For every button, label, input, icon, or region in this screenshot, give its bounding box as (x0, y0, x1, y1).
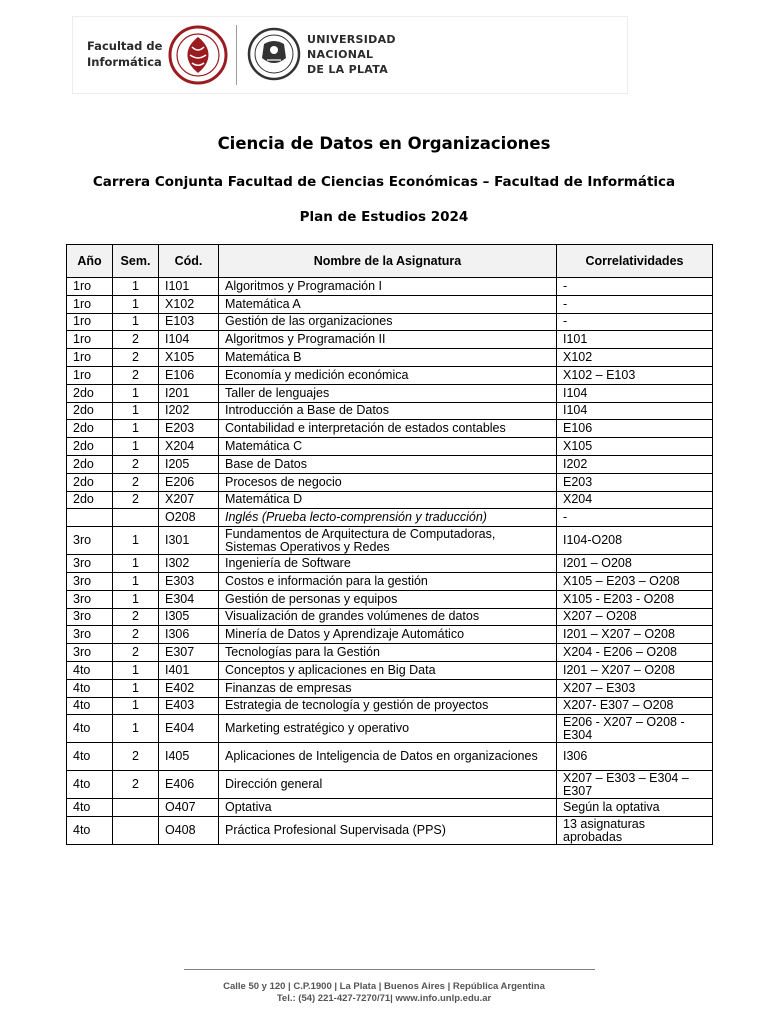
table-row (67, 626, 713, 644)
cell-semester: 1 (113, 661, 159, 679)
cell-code: E307 (159, 644, 219, 662)
cell-correlatives: E106 (557, 420, 713, 438)
cell-code: I201 (159, 384, 219, 402)
cell-semester: 1 (113, 679, 159, 697)
cell-year: 3ro (67, 555, 113, 573)
cell-year: 4to (67, 771, 113, 799)
table-row (67, 473, 713, 491)
cell-semester: 1 (113, 527, 159, 555)
cell-subject-name: Finanzas de empresas (219, 679, 557, 697)
cell-subject-name: Matemática C (219, 438, 557, 456)
cell-subject-name: Taller de lenguajes (219, 384, 557, 402)
cell-year: 3ro (67, 590, 113, 608)
cell-code: E403 (159, 697, 219, 715)
cell-correlatives: X105 – E203 – O208 (557, 572, 713, 590)
footer-contact: Tel.: (54) 221-427-7270/71| www.info.unlp.edu.ar (276, 993, 492, 1004)
cell-semester: 2 (113, 626, 159, 644)
cell-semester (113, 817, 159, 845)
cell-code: E203 (159, 420, 219, 438)
cell-year: 2do (67, 384, 113, 402)
cell-year: 2do (67, 455, 113, 473)
cell-subject-name: Matemática B (219, 349, 557, 367)
cell-code: O407 (159, 799, 219, 817)
cell-year: 3ro (67, 572, 113, 590)
cell-year: 1ro (67, 313, 113, 331)
table-row (67, 590, 713, 608)
plan-title: Plan de Estudios 2024 (299, 209, 469, 225)
cell-semester: 1 (113, 420, 159, 438)
table-row (67, 349, 713, 367)
cell-semester: 1 (113, 555, 159, 573)
cell-code: X102 (159, 295, 219, 313)
cell-correlatives: X204 - E206 – O208 (557, 644, 713, 662)
cell-subject-name: Introducción a Base de Datos (219, 402, 557, 420)
cell-year: 3ro (67, 644, 113, 662)
cell-correlatives: X105 - E203 - O208 (557, 590, 713, 608)
cell-subject-name: Optativa (219, 799, 557, 817)
cell-semester: 2 (113, 491, 159, 509)
cell-year: 3ro (67, 527, 113, 555)
cell-correlatives: - (557, 509, 713, 527)
cell-correlatives: I306 (557, 743, 713, 771)
cell-code: E406 (159, 771, 219, 799)
cell-year: 3ro (67, 608, 113, 626)
header-correlatives: Correlatividades (557, 245, 713, 278)
cell-year: 1ro (67, 349, 113, 367)
cell-subject-name: Ingeniería de Software (219, 555, 557, 573)
cell-correlatives: I201 – X207 – O208 (557, 661, 713, 679)
table-row (67, 644, 713, 662)
document-title: Ciencia de Datos en Organizaciones (217, 134, 551, 153)
cell-code: I306 (159, 626, 219, 644)
cell-code: I101 (159, 278, 219, 296)
table-row (67, 509, 713, 527)
faculty-name-line1: Facultad de (87, 39, 163, 53)
cell-semester: 1 (113, 313, 159, 331)
cell-semester: 1 (113, 295, 159, 313)
cell-semester: 2 (113, 349, 159, 367)
cell-correlatives: X204 (557, 491, 713, 509)
table-row (67, 366, 713, 384)
cell-year: 1ro (67, 331, 113, 349)
cell-correlatives: I201 – X207 – O208 (557, 626, 713, 644)
table-row (67, 555, 713, 573)
cell-year: 2do (67, 473, 113, 491)
cell-year: 4to (67, 743, 113, 771)
cell-subject-name: Dirección general (219, 771, 557, 799)
cell-year: 1ro (67, 295, 113, 313)
cell-subject-name: Gestión de las organizaciones (219, 313, 557, 331)
header-subject-name: Nombre de la Asignatura (219, 245, 557, 278)
cell-semester: 2 (113, 644, 159, 662)
cell-correlatives: I101 (557, 331, 713, 349)
cell-code: X105 (159, 349, 219, 367)
cell-code: I405 (159, 743, 219, 771)
cell-subject-name: Visualización de grandes volúmenes de datos (219, 608, 557, 626)
cell-year: 4to (67, 799, 113, 817)
cell-subject-name: Costos e información para la gestión (219, 572, 557, 590)
cell-year: 2do (67, 438, 113, 456)
cell-subject-name: Matemática D (219, 491, 557, 509)
cell-subject-name: Aplicaciones de Inteligencia de Datos en organizaciones (219, 743, 557, 771)
cell-year: 2do (67, 402, 113, 420)
cell-code: X204 (159, 438, 219, 456)
cell-semester: 2 (113, 366, 159, 384)
cell-subject-name: Marketing estratégico y operativo (219, 715, 557, 743)
table-row (67, 743, 713, 771)
cell-correlatives: I104-O208 (557, 527, 713, 555)
cell-year (67, 509, 113, 527)
cell-year: 4to (67, 697, 113, 715)
cell-subject-name: Procesos de negocio (219, 473, 557, 491)
cell-semester: 2 (113, 771, 159, 799)
cell-code: I302 (159, 555, 219, 573)
cell-subject-name: Inglés (Prueba lecto-comprensión y traducción) (219, 509, 557, 527)
cell-correlatives: E203 (557, 473, 713, 491)
header-divider (236, 25, 237, 85)
cell-code: E103 (159, 313, 219, 331)
table-row (67, 608, 713, 626)
table-header-row (67, 245, 713, 278)
cell-subject-name: Algoritmos y Programación I (219, 278, 557, 296)
cell-correlatives: I201 – O208 (557, 555, 713, 573)
cell-code: I205 (159, 455, 219, 473)
document-subtitle: Carrera Conjunta Facultad de Ciencias Económicas – Facultad de Informática (92, 174, 676, 190)
cell-correlatives: X207 – E303 (557, 679, 713, 697)
cell-year: 4to (67, 715, 113, 743)
table-row (67, 278, 713, 296)
cell-code: E303 (159, 572, 219, 590)
cell-correlatives: X207 – O208 (557, 608, 713, 626)
cell-year: 4to (67, 817, 113, 845)
cell-subject-name: Conceptos y aplicaciones en Big Data (219, 661, 557, 679)
cell-code: I104 (159, 331, 219, 349)
cell-semester: 1 (113, 697, 159, 715)
table-row (67, 295, 713, 313)
table-row (67, 572, 713, 590)
cell-subject-name: Contabilidad e interpretación de estados contables (219, 420, 557, 438)
cell-subject-name: Estrategia de tecnología y gestión de proyectos (219, 697, 557, 715)
university-name-line2: NACIONAL (307, 48, 374, 61)
table-row (67, 420, 713, 438)
cell-correlatives: - (557, 295, 713, 313)
cell-code: E304 (159, 590, 219, 608)
cell-semester: 1 (113, 572, 159, 590)
footer-address: Calle 50 y 120 | C.P.1900 | La Plata | Buenos Aires | República Argentina (223, 981, 545, 992)
table-row (67, 491, 713, 509)
cell-correlatives: I104 (557, 402, 713, 420)
university-name-line1: UNIVERSIDAD (307, 33, 396, 46)
cell-correlatives: - (557, 278, 713, 296)
cell-year: 4to (67, 679, 113, 697)
cell-correlatives: 13 asignaturas aprobadas (557, 817, 713, 845)
cell-code: X207 (159, 491, 219, 509)
cell-code: E404 (159, 715, 219, 743)
cell-semester: 2 (113, 455, 159, 473)
table-row (67, 438, 713, 456)
table-row (67, 331, 713, 349)
cell-semester: 2 (113, 331, 159, 349)
cell-correlatives: E206 - X207 – O208 - E304 (557, 715, 713, 743)
table-row (67, 679, 713, 697)
cell-semester: 1 (113, 715, 159, 743)
table-row (67, 455, 713, 473)
header-year: Año (67, 245, 113, 278)
cell-year: 1ro (67, 278, 113, 296)
cell-code: I202 (159, 402, 219, 420)
university-name (307, 32, 396, 77)
cell-semester: 2 (113, 473, 159, 491)
table-row (67, 715, 713, 743)
curriculum-table (66, 244, 713, 845)
cell-subject-name: Gestión de personas y equipos (219, 590, 557, 608)
cell-year: 1ro (67, 366, 113, 384)
cell-subject-name: Matemática A (219, 295, 557, 313)
table-row (67, 384, 713, 402)
table-row (67, 799, 713, 817)
cell-correlatives: - (557, 313, 713, 331)
cell-correlatives: X105 (557, 438, 713, 456)
cell-code: E402 (159, 679, 219, 697)
table-row (67, 313, 713, 331)
table-body (67, 278, 713, 845)
cell-year: 4to (67, 661, 113, 679)
cell-subject-name: Algoritmos y Programación II (219, 331, 557, 349)
header-semester: Sem. (113, 245, 159, 278)
cell-year: 3ro (67, 626, 113, 644)
cell-year: 2do (67, 420, 113, 438)
faculty-seal-icon (168, 25, 228, 85)
cell-correlatives: I104 (557, 384, 713, 402)
header-logos (72, 16, 628, 94)
cell-code: O208 (159, 509, 219, 527)
cell-semester: 1 (113, 590, 159, 608)
cell-code: I301 (159, 527, 219, 555)
university-name-line3: DE LA PLATA (307, 63, 389, 76)
cell-semester: 1 (113, 278, 159, 296)
cell-semester (113, 799, 159, 817)
cell-year: 2do (67, 491, 113, 509)
cell-correlatives: X102 – E103 (557, 366, 713, 384)
table-row (67, 771, 713, 799)
cell-subject-name: Base de Datos (219, 455, 557, 473)
cell-code: I401 (159, 661, 219, 679)
faculty-name (87, 38, 167, 70)
cell-subject-name: Práctica Profesional Supervisada (PPS) (219, 817, 557, 845)
table-row (67, 527, 713, 555)
cell-correlatives: X102 (557, 349, 713, 367)
cell-semester: 1 (113, 384, 159, 402)
cell-correlatives: X207- E307 – O208 (557, 697, 713, 715)
cell-subject-name: Fundamentos de Arquitectura de Computadoras, Sistemas Operativos y Redes (219, 527, 557, 555)
header-code: Cód. (159, 245, 219, 278)
table-row (67, 817, 713, 845)
table-row (67, 402, 713, 420)
university-seal-icon (247, 24, 301, 84)
cell-code: E106 (159, 366, 219, 384)
table-row (67, 661, 713, 679)
cell-code: O408 (159, 817, 219, 845)
cell-correlatives: X207 – E303 – E304 – E307 (557, 771, 713, 799)
cell-subject-name: Economía y medición económica (219, 366, 557, 384)
cell-subject-name: Minería de Datos y Aprendizaje Automático (219, 626, 557, 644)
footer-rule (184, 969, 595, 970)
cell-code: I305 (159, 608, 219, 626)
cell-correlatives: I202 (557, 455, 713, 473)
cell-semester: 1 (113, 402, 159, 420)
cell-semester: 1 (113, 438, 159, 456)
cell-subject-name: Tecnologías para la Gestión (219, 644, 557, 662)
cell-code: E206 (159, 473, 219, 491)
faculty-name-line2: Informática (87, 55, 162, 69)
cell-correlatives: Según la optativa (557, 799, 713, 817)
table-row (67, 697, 713, 715)
cell-semester: 2 (113, 743, 159, 771)
cell-semester (113, 509, 159, 527)
cell-semester: 2 (113, 608, 159, 626)
